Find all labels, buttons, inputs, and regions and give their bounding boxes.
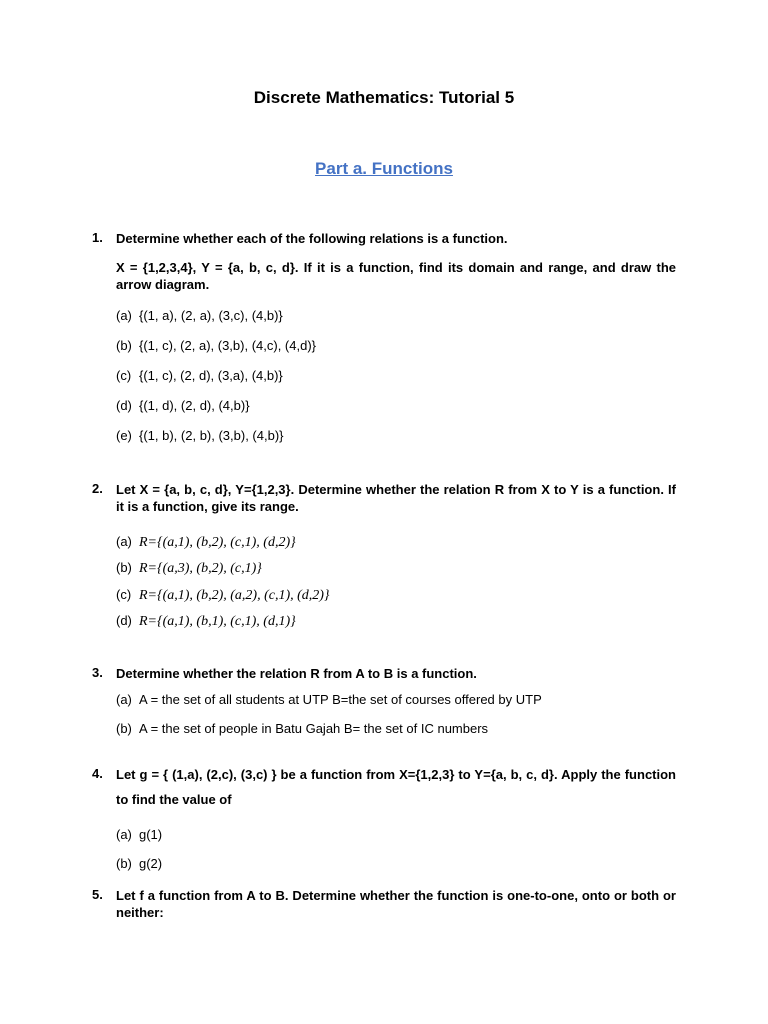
question-subtext: X = {1,2,3,4}, Y = {a, b, c, d}. If it is a function, find its domain and range, and draw the arrow diagram. bbox=[116, 260, 676, 292]
question-number: 1. bbox=[92, 230, 103, 245]
option-2c bbox=[116, 587, 330, 604]
question-text: Let g = { (1,a), (2,c), (3,c) } be a function from X={1,2,3} to Y={a, b, c, d}. Apply the function to find the value of bbox=[116, 767, 676, 807]
question-text: Determine whether each of the following relations is a function. bbox=[116, 231, 508, 246]
option-1d bbox=[116, 398, 250, 413]
option-2d bbox=[116, 613, 296, 630]
option-label: (e) bbox=[116, 428, 132, 443]
option-text: R={(a,3), (b,2), (c,1)} bbox=[139, 561, 262, 576]
question-2 bbox=[92, 481, 676, 515]
option-label: (b) bbox=[116, 856, 132, 871]
question-number: 3. bbox=[92, 665, 103, 680]
option-text: g(2) bbox=[139, 856, 163, 871]
option-text: R={(a,1), (b,1), (c,1), (d,1)} bbox=[139, 614, 296, 629]
question-5 bbox=[92, 887, 676, 921]
option-2a bbox=[116, 534, 296, 551]
question-number: 4. bbox=[92, 766, 103, 781]
option-4b bbox=[116, 856, 162, 871]
option-label: (d) bbox=[116, 613, 132, 628]
question-4 bbox=[92, 766, 676, 812]
option-1b bbox=[116, 338, 316, 353]
option-label: (b) bbox=[116, 338, 132, 353]
document-title: Discrete Mathematics: Tutorial 5 bbox=[253, 88, 515, 107]
option-1a bbox=[116, 308, 283, 323]
option-label: (a) bbox=[116, 534, 132, 549]
option-text: {(1, c), (2, a), (3,b), (4,c), (4,d)} bbox=[139, 338, 316, 353]
option-label: (b) bbox=[116, 560, 132, 575]
option-label: (c) bbox=[116, 368, 132, 383]
option-text: {(1, d), (2, d), (4,b)} bbox=[139, 398, 250, 413]
option-text: R={(a,1), (b,2), (c,1), (d,2)} bbox=[139, 535, 296, 550]
option-label: (a) bbox=[116, 827, 132, 842]
option-text: {(1, a), (2, a), (3,c), (4,b)} bbox=[139, 308, 283, 323]
question-text: Determine whether the relation R from A to B is a function. bbox=[116, 666, 477, 681]
option-text: g(1) bbox=[139, 827, 163, 842]
option-text: A = the set of all students at UTP B=the set of courses offered by UTP bbox=[139, 692, 542, 707]
option-label: (c) bbox=[116, 587, 132, 602]
option-label: (b) bbox=[116, 721, 132, 736]
option-label: (a) bbox=[116, 308, 132, 323]
option-2b bbox=[116, 560, 262, 577]
option-text: {(1, c), (2, d), (3,a), (4,b)} bbox=[139, 368, 283, 383]
question-text: Let f a function from A to B. Determine whether the function is one-to-one, onto or both or neither: bbox=[116, 888, 676, 920]
section-heading: Part a. Functions bbox=[315, 159, 453, 178]
option-text: A = the set of people in Batu Gajah B= the set of IC numbers bbox=[139, 721, 489, 736]
option-3a bbox=[116, 692, 542, 707]
question-number: 5. bbox=[92, 887, 103, 902]
question-text: Let X = {a, b, c, d}, Y={1,2,3}. Determine whether the relation R from X to Y is a function. If it is a function, give its range. bbox=[116, 482, 676, 514]
option-1c bbox=[116, 368, 283, 383]
option-4a bbox=[116, 827, 162, 842]
option-label: (d) bbox=[116, 398, 132, 413]
question-1 bbox=[92, 230, 676, 293]
option-label: (a) bbox=[116, 692, 132, 707]
option-text: {(1, b), (2, b), (3,b), (4,b)} bbox=[139, 428, 284, 443]
question-number: 2. bbox=[92, 481, 103, 496]
option-3b bbox=[116, 721, 488, 736]
question-3 bbox=[92, 665, 676, 682]
option-1e bbox=[116, 428, 284, 443]
option-text: R={(a,1), (b,2), (a,2), (c,1), (d,2)} bbox=[139, 588, 330, 603]
